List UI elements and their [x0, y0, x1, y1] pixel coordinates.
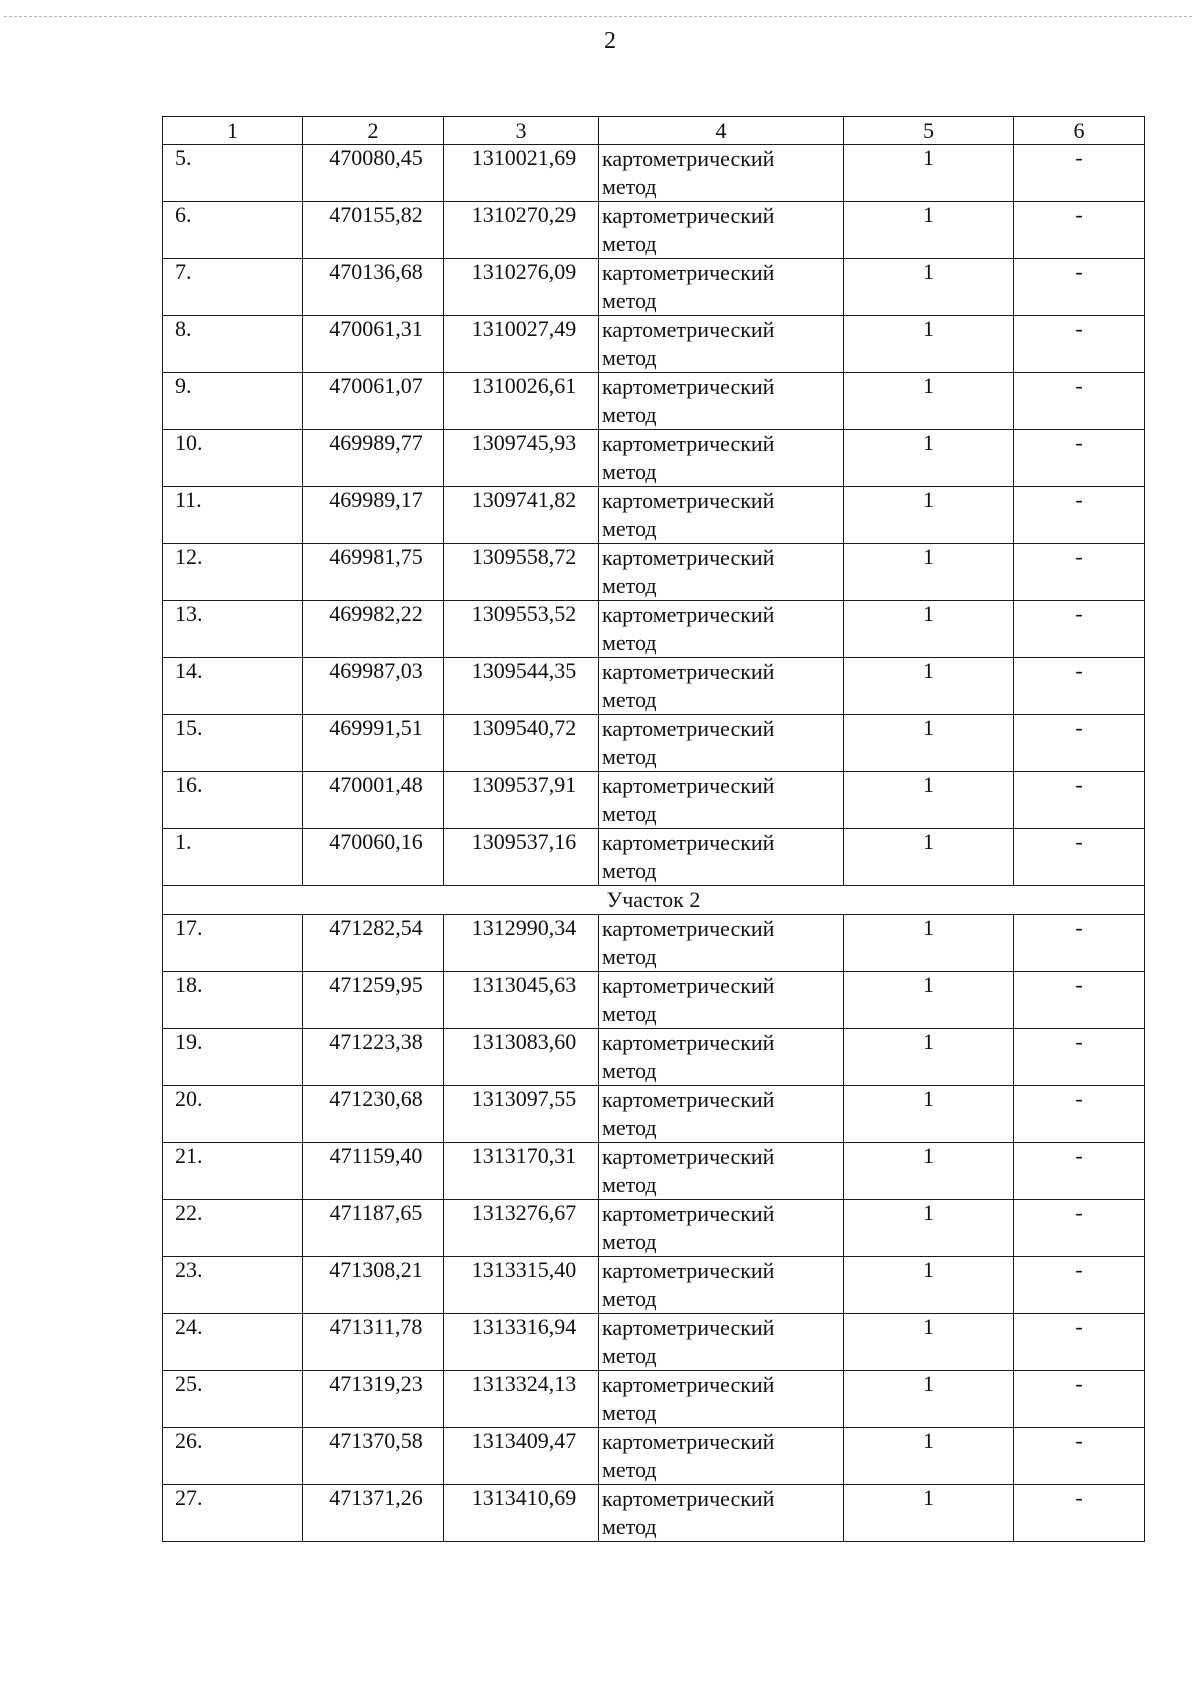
- column-6-cell: -: [1014, 373, 1145, 430]
- point-number-cell: 20.: [163, 1086, 303, 1143]
- column-5-cell: 1: [844, 715, 1014, 772]
- x-coordinate-cell: [303, 1143, 444, 1200]
- y-coordinate-cell-text: 1313276,67: [471, 1200, 577, 1225]
- y-coordinate-cell: [444, 601, 599, 658]
- method-line-2: метод: [602, 1001, 657, 1026]
- method-line-1: картометрический: [602, 431, 775, 456]
- column-5-cell: 1: [844, 1200, 1014, 1257]
- x-coordinate-cell: [303, 1257, 444, 1314]
- x-coordinate-cell-text: 469982,22: [329, 601, 423, 626]
- table-row: [163, 1086, 1145, 1143]
- y-coordinate-cell: [444, 715, 599, 772]
- y-coordinate-cell: [444, 1371, 599, 1428]
- method-cell: [599, 1200, 844, 1257]
- y-coordinate-cell-text: 1310021,69: [471, 145, 577, 170]
- method-line-1: картометрический: [602, 830, 775, 855]
- x-coordinate-cell: [303, 1200, 444, 1257]
- y-coordinate-cell-text: 1313324,13: [471, 1371, 577, 1396]
- y-coordinate-cell: [444, 430, 599, 487]
- table-row: [163, 202, 1145, 259]
- column-6-cell: -: [1014, 487, 1145, 544]
- column-5-cell: 1: [844, 487, 1014, 544]
- x-coordinate-cell-text: 471370,58: [329, 1428, 423, 1453]
- x-coordinate-cell: [303, 915, 444, 972]
- method-cell: [599, 202, 844, 259]
- table-row: [163, 1371, 1145, 1428]
- y-coordinate-cell-text: 1312990,34: [471, 915, 577, 940]
- method-line-1: картометрический: [602, 716, 775, 741]
- column-6-cell: -: [1014, 1314, 1145, 1371]
- x-coordinate-cell-text: 470061,31: [329, 316, 423, 341]
- column-6-cell: -: [1014, 202, 1145, 259]
- header-cell-3: 3: [444, 117, 599, 145]
- column-5-cell: 1: [844, 601, 1014, 658]
- column-6-cell: -: [1014, 1428, 1145, 1485]
- section-row: [163, 886, 1145, 915]
- point-number-cell: 21.: [163, 1143, 303, 1200]
- x-coordinate-cell: [303, 544, 444, 601]
- column-5-cell: 1: [844, 202, 1014, 259]
- x-coordinate-cell: [303, 601, 444, 658]
- method-cell: [599, 544, 844, 601]
- y-coordinate-cell: [444, 1200, 599, 1257]
- column-5-cell: 1: [844, 259, 1014, 316]
- y-coordinate-cell-text: 1313045,63: [471, 972, 577, 997]
- x-coordinate-cell: [303, 1485, 444, 1542]
- table-row: [163, 1428, 1145, 1485]
- method-line-1: картометрический: [602, 916, 775, 941]
- column-6-cell: -: [1014, 1086, 1145, 1143]
- point-number-cell: 18.: [163, 972, 303, 1029]
- x-coordinate-cell: [303, 829, 444, 886]
- x-coordinate-cell: [303, 373, 444, 430]
- point-number-cell: 16.: [163, 772, 303, 829]
- method-line-2: метод: [602, 345, 657, 370]
- y-coordinate-cell-text: 1309537,16: [471, 829, 577, 854]
- y-coordinate-cell: [444, 1086, 599, 1143]
- y-coordinate-cell-text: 1309741,82: [471, 487, 577, 512]
- header-row: [163, 117, 1145, 145]
- coordinates-table: [162, 116, 1145, 1542]
- y-coordinate-cell: [444, 1428, 599, 1485]
- table-row: [163, 1257, 1145, 1314]
- y-coordinate-cell-text: 1309537,91: [471, 772, 577, 797]
- y-coordinate-cell-text: 1310276,09: [471, 259, 577, 284]
- table-row: [163, 915, 1145, 972]
- x-coordinate-cell-text: 471230,68: [329, 1086, 423, 1111]
- point-number-cell: 24.: [163, 1314, 303, 1371]
- y-coordinate-cell: [444, 658, 599, 715]
- method-line-1: картометрический: [602, 1030, 775, 1055]
- point-number-cell: 12.: [163, 544, 303, 601]
- method-line-1: картометрический: [602, 374, 775, 399]
- method-line-2: метод: [602, 1457, 657, 1482]
- y-coordinate-cell: [444, 316, 599, 373]
- table-row: [163, 544, 1145, 601]
- column-6-cell: -: [1014, 601, 1145, 658]
- x-coordinate-cell: [303, 202, 444, 259]
- table-row: [163, 772, 1145, 829]
- x-coordinate-cell-text: 470001,48: [329, 772, 423, 797]
- y-coordinate-cell: [444, 772, 599, 829]
- x-coordinate-cell-text: 471282,54: [329, 915, 423, 940]
- table-row: [163, 1029, 1145, 1086]
- column-5-cell: 1: [844, 829, 1014, 886]
- point-number-cell: 17.: [163, 915, 303, 972]
- y-coordinate-cell: [444, 544, 599, 601]
- method-cell: [599, 658, 844, 715]
- point-number-cell: 5.: [163, 145, 303, 202]
- y-coordinate-cell: [444, 373, 599, 430]
- x-coordinate-cell-text: 470060,16: [329, 829, 423, 854]
- y-coordinate-cell: [444, 487, 599, 544]
- x-coordinate-cell: [303, 316, 444, 373]
- page-number: 2: [604, 28, 616, 54]
- x-coordinate-cell: [303, 487, 444, 544]
- y-coordinate-cell-text: 1309540,72: [471, 715, 577, 740]
- header-cell-6: 6: [1014, 117, 1145, 145]
- x-coordinate-cell-text: 469987,03: [329, 658, 423, 683]
- point-number-cell: 13.: [163, 601, 303, 658]
- method-line-2: метод: [602, 687, 657, 712]
- x-coordinate-cell-text: 469991,51: [329, 715, 423, 740]
- y-coordinate-cell-text: 1310027,49: [471, 316, 577, 341]
- method-cell: [599, 145, 844, 202]
- y-coordinate-cell-text: 1310026,61: [471, 373, 577, 398]
- point-number-cell: 22.: [163, 1200, 303, 1257]
- x-coordinate-cell-text: 471308,21: [329, 1257, 423, 1282]
- column-6-cell: -: [1014, 145, 1145, 202]
- column-6-cell: -: [1014, 829, 1145, 886]
- y-coordinate-cell: [444, 145, 599, 202]
- y-coordinate-cell: [444, 1257, 599, 1314]
- table-row: [163, 487, 1145, 544]
- method-line-2: метод: [602, 858, 657, 883]
- method-line-1: картометрический: [602, 1486, 775, 1511]
- method-line-2: метод: [602, 573, 657, 598]
- column-5-cell: 1: [844, 316, 1014, 373]
- y-coordinate-cell-text: 1313410,69: [471, 1485, 577, 1510]
- x-coordinate-cell: [303, 430, 444, 487]
- method-line-2: метод: [602, 944, 657, 969]
- x-coordinate-cell-text: 469981,75: [329, 544, 423, 569]
- table-row: [163, 145, 1145, 202]
- method-line-1: картометрический: [602, 773, 775, 798]
- method-cell: [599, 715, 844, 772]
- x-coordinate-cell-text: 471223,38: [329, 1029, 423, 1054]
- y-coordinate-cell: [444, 915, 599, 972]
- point-number-cell: 15.: [163, 715, 303, 772]
- method-line-2: метод: [602, 1229, 657, 1254]
- method-line-1: картометрический: [602, 973, 775, 998]
- method-cell: [599, 259, 844, 316]
- method-cell: [599, 1086, 844, 1143]
- method-line-2: метод: [602, 1058, 657, 1083]
- point-number-cell: 6.: [163, 202, 303, 259]
- x-coordinate-cell: [303, 715, 444, 772]
- column-5-cell: 1: [844, 1428, 1014, 1485]
- column-5-cell: 1: [844, 1086, 1014, 1143]
- column-6-cell: -: [1014, 1257, 1145, 1314]
- y-coordinate-cell-text: 1313316,94: [471, 1314, 577, 1339]
- y-coordinate-cell: [444, 1143, 599, 1200]
- table-row: [163, 1200, 1145, 1257]
- header-cell-4: 4: [599, 117, 844, 145]
- coordinates-table-body: [163, 117, 1145, 1542]
- x-coordinate-cell: [303, 1371, 444, 1428]
- method-cell: [599, 972, 844, 1029]
- method-cell: [599, 1257, 844, 1314]
- table-row: [163, 259, 1145, 316]
- column-5-cell: 1: [844, 1371, 1014, 1428]
- x-coordinate-cell-text: 470061,07: [329, 373, 423, 398]
- method-cell: [599, 1029, 844, 1086]
- point-number-cell: 1.: [163, 829, 303, 886]
- column-6-cell: -: [1014, 1029, 1145, 1086]
- method-line-2: метод: [602, 1286, 657, 1311]
- method-cell: [599, 430, 844, 487]
- method-line-1: картометрический: [602, 545, 775, 570]
- column-5-cell: 1: [844, 658, 1014, 715]
- point-number-cell: 8.: [163, 316, 303, 373]
- method-line-2: метод: [602, 231, 657, 256]
- column-6-cell: -: [1014, 1371, 1145, 1428]
- header-cell-1: 1: [163, 117, 303, 145]
- point-number-cell: 27.: [163, 1485, 303, 1542]
- x-coordinate-cell: [303, 259, 444, 316]
- column-5-cell: 1: [844, 544, 1014, 601]
- x-coordinate-cell-text: 469989,17: [329, 487, 423, 512]
- x-coordinate-cell: [303, 1086, 444, 1143]
- method-line-1: картометрический: [602, 203, 775, 228]
- column-6-cell: -: [1014, 915, 1145, 972]
- method-line-1: картометрический: [602, 317, 775, 342]
- x-coordinate-cell-text: 470080,45: [329, 145, 423, 170]
- method-cell: [599, 1143, 844, 1200]
- table-row: [163, 972, 1145, 1029]
- x-coordinate-cell: [303, 1029, 444, 1086]
- method-cell: [599, 1314, 844, 1371]
- column-6-cell: -: [1014, 316, 1145, 373]
- header-cell-5: 5: [844, 117, 1014, 145]
- scan-top-edge: [4, 16, 1192, 17]
- method-line-1: картометрический: [602, 1429, 775, 1454]
- method-line-1: картометрический: [602, 488, 775, 513]
- method-line-2: метод: [602, 1115, 657, 1140]
- method-cell: [599, 1485, 844, 1542]
- table-row: [163, 1314, 1145, 1371]
- x-coordinate-cell-text: 471319,23: [329, 1371, 423, 1396]
- y-coordinate-cell: [444, 1029, 599, 1086]
- method-line-2: метод: [602, 801, 657, 826]
- column-5-cell: 1: [844, 145, 1014, 202]
- y-coordinate-cell-text: 1309745,93: [471, 430, 577, 455]
- method-line-2: метод: [602, 744, 657, 769]
- x-coordinate-cell: [303, 658, 444, 715]
- x-coordinate-cell-text: 469989,77: [329, 430, 423, 455]
- method-line-2: метод: [602, 174, 657, 199]
- column-5-cell: 1: [844, 1143, 1014, 1200]
- y-coordinate-cell: [444, 972, 599, 1029]
- method-cell: [599, 601, 844, 658]
- method-line-1: картометрический: [602, 1144, 775, 1169]
- point-number-cell: 25.: [163, 1371, 303, 1428]
- column-6-cell: -: [1014, 1200, 1145, 1257]
- column-5-cell: 1: [844, 1485, 1014, 1542]
- table-row: [163, 1485, 1145, 1542]
- column-5-cell: 1: [844, 373, 1014, 430]
- section-title: Участок 2: [163, 886, 1145, 915]
- method-line-1: картометрический: [602, 1201, 775, 1226]
- y-coordinate-cell-text: 1309553,52: [471, 601, 577, 626]
- method-cell: [599, 316, 844, 373]
- method-line-1: картометрический: [602, 659, 775, 684]
- x-coordinate-cell-text: 471259,95: [329, 972, 423, 997]
- y-coordinate-cell: [444, 1314, 599, 1371]
- method-line-2: метод: [602, 1400, 657, 1425]
- point-number-cell: 10.: [163, 430, 303, 487]
- method-line-1: картометрический: [602, 1372, 775, 1397]
- method-line-2: метод: [602, 1343, 657, 1368]
- x-coordinate-cell-text: 470136,68: [329, 259, 423, 284]
- table-row: [163, 430, 1145, 487]
- x-coordinate-cell-text: 470155,82: [329, 202, 423, 227]
- method-line-1: картометрический: [602, 260, 775, 285]
- method-cell: [599, 1428, 844, 1485]
- point-number-cell: 7.: [163, 259, 303, 316]
- y-coordinate-cell-text: 1313170,31: [471, 1143, 577, 1168]
- method-cell: [599, 829, 844, 886]
- table-row: [163, 1143, 1145, 1200]
- x-coordinate-cell-text: 471311,78: [329, 1314, 423, 1339]
- method-cell: [599, 373, 844, 430]
- x-coordinate-cell: [303, 772, 444, 829]
- method-line-1: картометрический: [602, 1087, 775, 1112]
- x-coordinate-cell-text: 471159,40: [329, 1143, 423, 1168]
- x-coordinate-cell: [303, 1428, 444, 1485]
- y-coordinate-cell-text: 1313083,60: [471, 1029, 577, 1054]
- column-5-cell: 1: [844, 430, 1014, 487]
- method-line-1: картометрический: [602, 602, 775, 627]
- point-number-cell: 26.: [163, 1428, 303, 1485]
- point-number-cell: 11.: [163, 487, 303, 544]
- method-cell: [599, 1371, 844, 1428]
- table-row: [163, 373, 1145, 430]
- x-coordinate-cell: [303, 145, 444, 202]
- column-5-cell: 1: [844, 1314, 1014, 1371]
- column-6-cell: -: [1014, 772, 1145, 829]
- method-line-2: метод: [602, 516, 657, 541]
- method-line-2: метод: [602, 459, 657, 484]
- table-row: [163, 715, 1145, 772]
- column-5-cell: 1: [844, 972, 1014, 1029]
- method-line-1: картометрический: [602, 146, 775, 171]
- column-6-cell: -: [1014, 715, 1145, 772]
- column-5-cell: 1: [844, 915, 1014, 972]
- column-6-cell: -: [1014, 1485, 1145, 1542]
- y-coordinate-cell-text: 1309558,72: [471, 544, 577, 569]
- point-number-cell: 14.: [163, 658, 303, 715]
- y-coordinate-cell-text: 1313409,47: [471, 1428, 577, 1453]
- table-row: [163, 601, 1145, 658]
- y-coordinate-cell-text: 1313315,40: [471, 1257, 577, 1282]
- column-6-cell: -: [1014, 1143, 1145, 1200]
- column-6-cell: -: [1014, 544, 1145, 601]
- point-number-cell: 23.: [163, 1257, 303, 1314]
- y-coordinate-cell-text: 1310270,29: [471, 202, 577, 227]
- table-row: [163, 316, 1145, 373]
- y-coordinate-cell: [444, 829, 599, 886]
- y-coordinate-cell: [444, 1485, 599, 1542]
- x-coordinate-cell: [303, 1314, 444, 1371]
- column-6-cell: -: [1014, 259, 1145, 316]
- y-coordinate-cell: [444, 259, 599, 316]
- method-line-2: метод: [602, 630, 657, 655]
- method-line-1: картометрический: [602, 1258, 775, 1283]
- y-coordinate-cell-text: 1313097,55: [471, 1086, 577, 1111]
- table-row: [163, 658, 1145, 715]
- method-line-2: метод: [602, 1514, 657, 1539]
- y-coordinate-cell: [444, 202, 599, 259]
- column-6-cell: -: [1014, 972, 1145, 1029]
- method-cell: [599, 915, 844, 972]
- point-number-cell: 9.: [163, 373, 303, 430]
- column-6-cell: -: [1014, 658, 1145, 715]
- header-cell-2: 2: [303, 117, 444, 145]
- y-coordinate-cell-text: 1309544,35: [471, 658, 577, 683]
- column-5-cell: 1: [844, 1029, 1014, 1086]
- table-row: [163, 829, 1145, 886]
- x-coordinate-cell-text: 471371,26: [329, 1485, 423, 1510]
- x-coordinate-cell-text: 471187,65: [329, 1200, 423, 1225]
- method-line-2: метод: [602, 1172, 657, 1197]
- method-line-2: метод: [602, 288, 657, 313]
- column-5-cell: 1: [844, 772, 1014, 829]
- method-cell: [599, 487, 844, 544]
- point-number-cell: 19.: [163, 1029, 303, 1086]
- method-line-1: картометрический: [602, 1315, 775, 1340]
- column-6-cell: -: [1014, 430, 1145, 487]
- column-5-cell: 1: [844, 1257, 1014, 1314]
- method-cell: [599, 772, 844, 829]
- x-coordinate-cell: [303, 972, 444, 1029]
- method-line-2: метод: [602, 402, 657, 427]
